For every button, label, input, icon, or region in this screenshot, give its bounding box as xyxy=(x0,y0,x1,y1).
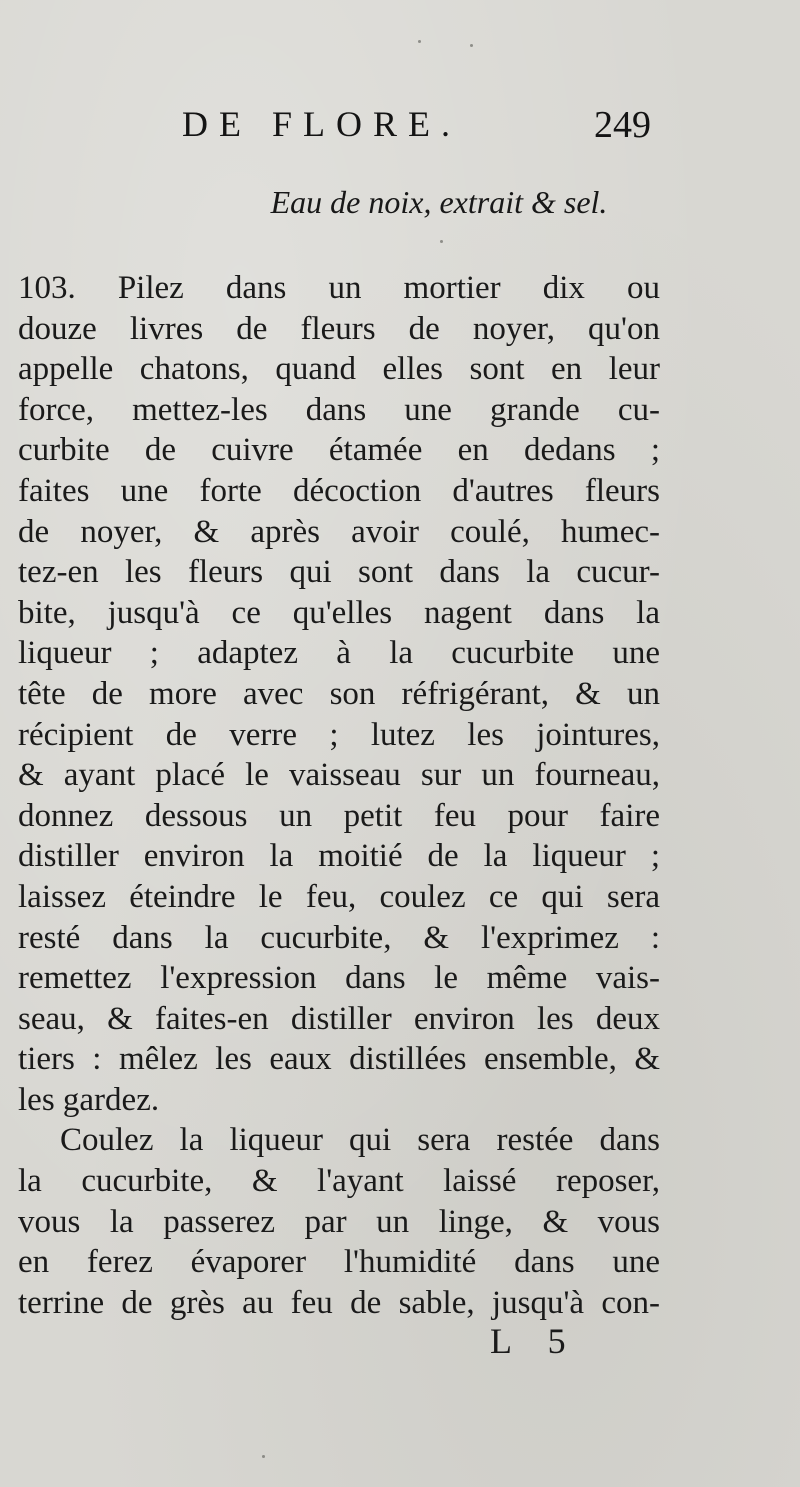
text-line: 103. Pilez dans un mortier dix ou xyxy=(18,270,660,306)
text-line: faites une forte décoction d'autres fleurs xyxy=(18,472,660,509)
text-line: liqueur ; adaptez à la cucurbite une xyxy=(18,635,660,672)
text-line: remettez l'expression dans le même vais- xyxy=(18,960,660,997)
paper-speck xyxy=(440,240,443,243)
text-line: seau, & faites-en distiller environ les deux xyxy=(18,1000,660,1037)
paper-speck xyxy=(418,40,421,43)
text-line: Coulez la liqueur qui sera restée dans xyxy=(60,1122,660,1159)
body-text xyxy=(18,268,660,1323)
text-line: de noyer, & après avoir coulé, humec- xyxy=(18,513,660,550)
page-header xyxy=(0,103,800,153)
text-line: récipient de verre ; lutez les jointures, xyxy=(18,716,660,753)
text-line: curbite de cuivre étamée en dedans ; xyxy=(18,432,660,469)
text-line: terrine de grès au feu de sable, jusqu'à con- xyxy=(18,1284,660,1321)
text-line: donnez dessous un petit feu pour faire xyxy=(18,797,660,834)
text-line: la cucurbite, & l'ayant laissé reposer, xyxy=(18,1163,660,1200)
page-number: 249 xyxy=(594,104,651,146)
text-line: & ayant placé le vaisseau sur un fourneau, xyxy=(18,757,660,794)
text-line: douze livres de fleurs de noyer, qu'on xyxy=(18,310,660,347)
section-title: Eau de noix, extrait & sel. xyxy=(270,184,608,220)
text-line: tiers : mêlez les eaux distillées ensemble, & xyxy=(18,1041,660,1078)
text-line: tête de more avec son réfrigérant, & un xyxy=(18,675,660,712)
text-line: distiller environ la moitié de la liqueur ; xyxy=(18,838,660,875)
signature-mark: L 5 xyxy=(490,1321,580,1361)
paper-speck xyxy=(262,1455,265,1458)
text-line: resté dans la cucurbite, & l'exprimez : xyxy=(18,919,660,956)
text-line: tez-en les fleurs qui sont dans la cucur- xyxy=(18,554,660,591)
text-line: les gardez. xyxy=(18,1081,160,1118)
paper-speck xyxy=(470,44,473,47)
text-line: en ferez évaporer l'humidité dans une xyxy=(18,1244,660,1281)
text-line: bite, jusqu'à ce qu'elles nagent dans la xyxy=(18,594,660,631)
text-line: laissez éteindre le feu, coulez ce qui sera xyxy=(18,878,660,915)
running-head: DE FLORE. xyxy=(182,104,461,144)
text-line: appelle chatons, quand elles sont en leur xyxy=(18,351,660,388)
text-line: force, mettez-les dans une grande cu- xyxy=(18,391,660,428)
text-line: vous la passerez par un linge, & vous xyxy=(18,1203,660,1240)
